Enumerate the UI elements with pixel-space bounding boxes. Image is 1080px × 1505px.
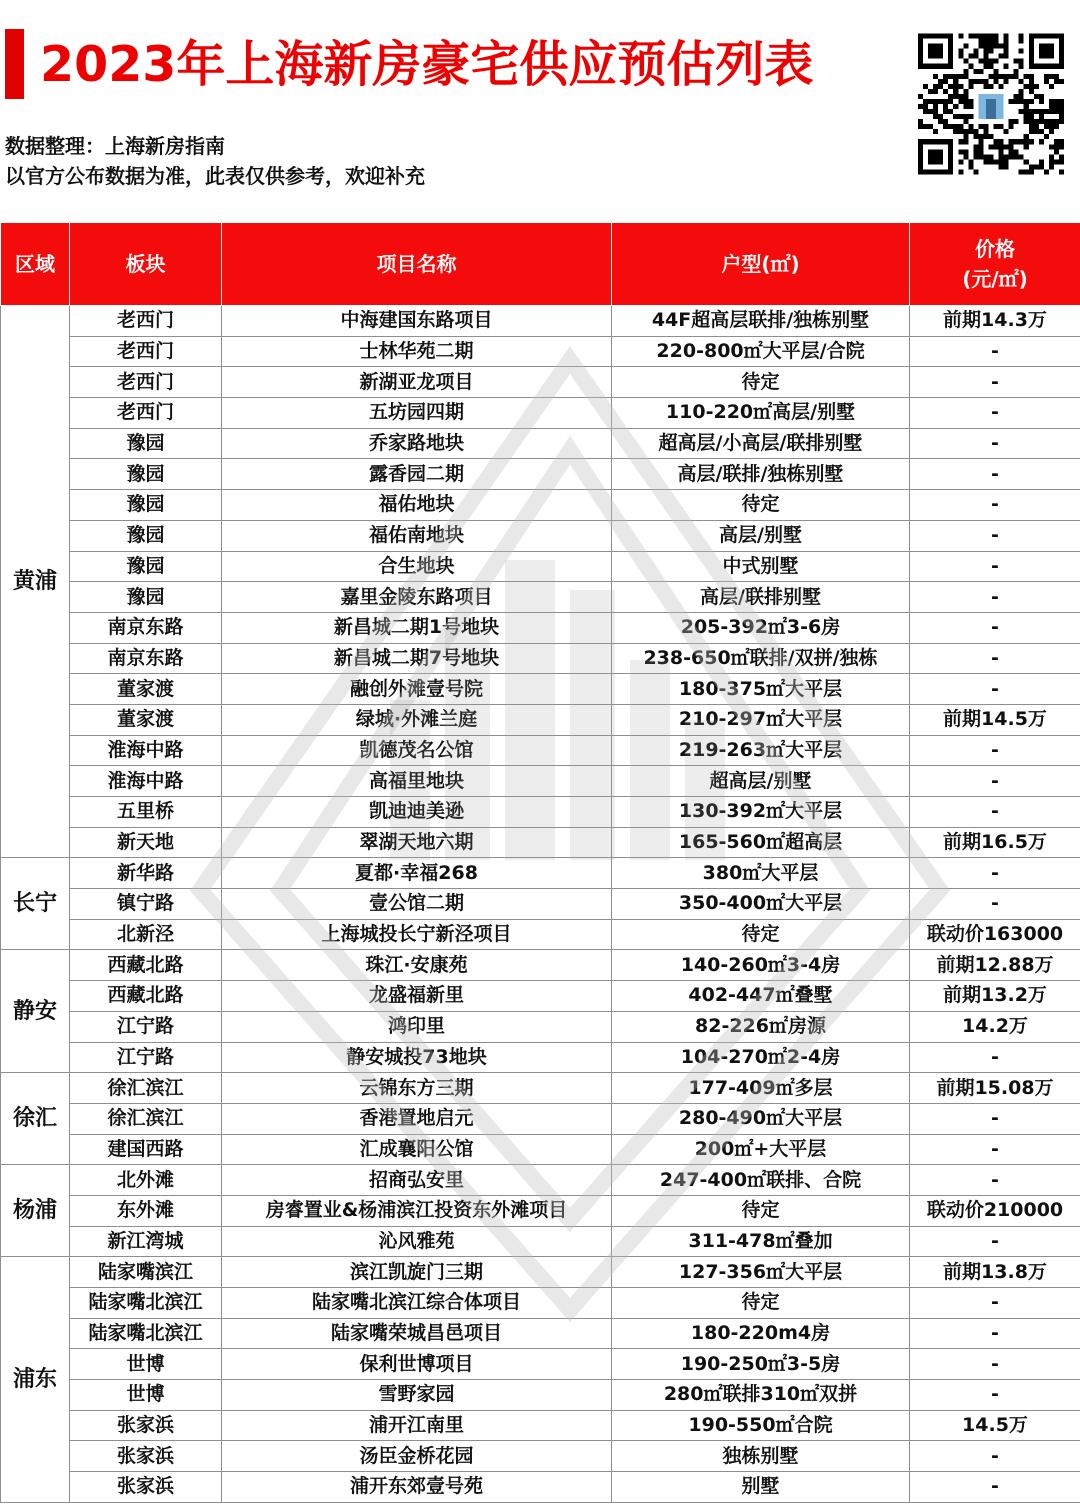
unit-type-cell: 中式别墅 xyxy=(612,551,910,582)
title-accent-bar xyxy=(5,29,24,99)
project-cell: 滨江凯旋门三期 xyxy=(222,1257,612,1288)
price-cell: - xyxy=(910,1380,1080,1411)
block-cell: 豫园 xyxy=(70,520,222,551)
table-row xyxy=(1,428,1080,459)
project-cell: 香港置地启元 xyxy=(222,1103,612,1134)
project-cell: 珠江·安康苑 xyxy=(222,950,612,981)
block-cell: 西藏北路 xyxy=(70,981,222,1012)
table-row xyxy=(1,459,1080,490)
project-cell: 夏都·幸福268 xyxy=(222,858,612,889)
col-header-district: 区域 xyxy=(1,223,70,306)
unit-type-cell: 190-550㎡合院 xyxy=(612,1410,910,1441)
unit-type-cell: 高层/别墅 xyxy=(612,520,910,551)
project-cell: 陆家嘴北滨江综合体项目 xyxy=(222,1288,612,1319)
block-cell: 豫园 xyxy=(70,459,222,490)
supply-table xyxy=(0,222,1080,1503)
table-row xyxy=(1,1073,1080,1104)
unit-type-cell: 280-490㎡大平层 xyxy=(612,1103,910,1134)
table-row xyxy=(1,336,1080,367)
block-cell: 西藏北路 xyxy=(70,950,222,981)
block-cell: 五里桥 xyxy=(70,797,222,828)
block-cell: 南京东路 xyxy=(70,612,222,643)
page-title: 2023年上海新房豪宅供应预估列表 xyxy=(40,36,814,93)
price-cell: 联动价210000 xyxy=(910,1195,1080,1226)
price-cell: - xyxy=(910,797,1080,828)
project-cell: 招商弘安里 xyxy=(222,1165,612,1196)
unit-type-cell: 311-478㎡叠加 xyxy=(612,1226,910,1257)
price-cell: - xyxy=(910,889,1080,920)
price-cell: - xyxy=(910,1472,1080,1503)
table-row xyxy=(1,1042,1080,1073)
price-cell: 前期16.5万 xyxy=(910,827,1080,858)
block-cell: 新天地 xyxy=(70,827,222,858)
unit-type-cell: 82-226㎡房源 xyxy=(612,1011,910,1042)
block-cell: 老西门 xyxy=(70,398,222,429)
unit-type-cell: 219-263㎡大平层 xyxy=(612,735,910,766)
project-cell: 中海建国东路项目 xyxy=(222,306,612,337)
data-source-line: 数据整理：上海新房指南 xyxy=(5,134,225,158)
unit-type-cell: 高层/联排别墅 xyxy=(612,582,910,613)
table-row xyxy=(1,582,1080,613)
block-cell: 北外滩 xyxy=(70,1165,222,1196)
block-cell: 陆家嘴北滨江 xyxy=(70,1318,222,1349)
project-cell: 福佑地块 xyxy=(222,490,612,521)
project-cell: 翠湖天地六期 xyxy=(222,827,612,858)
unit-type-cell: 130-392㎡大平层 xyxy=(612,797,910,828)
price-cell: - xyxy=(910,735,1080,766)
block-cell: 张家浜 xyxy=(70,1472,222,1503)
price-cell: 14.2万 xyxy=(910,1011,1080,1042)
unit-type-cell: 高层/联排/独栋别墅 xyxy=(612,459,910,490)
page-header xyxy=(0,0,1080,220)
price-cell: - xyxy=(910,582,1080,613)
project-cell: 鸿印里 xyxy=(222,1011,612,1042)
price-cell: 联动价163000 xyxy=(910,919,1080,950)
unit-type-cell: 247-400㎡联排、合院 xyxy=(612,1165,910,1196)
price-cell: - xyxy=(910,367,1080,398)
project-cell: 龙盛福新里 xyxy=(222,981,612,1012)
price-cell: - xyxy=(910,1042,1080,1073)
unit-type-cell: 待定 xyxy=(612,919,910,950)
table-row xyxy=(1,674,1080,705)
table-row xyxy=(1,1134,1080,1165)
table-row xyxy=(1,950,1080,981)
price-cell: - xyxy=(910,459,1080,490)
table-row xyxy=(1,919,1080,950)
project-cell: 房睿置业&杨浦滨江投资东外滩项目 xyxy=(222,1195,612,1226)
table-row xyxy=(1,520,1080,551)
project-cell: 沁风雅苑 xyxy=(222,1226,612,1257)
project-cell: 新昌城二期7号地块 xyxy=(222,643,612,674)
price-cell: 前期13.8万 xyxy=(910,1257,1080,1288)
unit-type-cell: 380㎡大平层 xyxy=(612,858,910,889)
unit-type-cell: 205-392㎡3-6房 xyxy=(612,612,910,643)
project-cell: 壹公馆二期 xyxy=(222,889,612,920)
col-header-price: 价格 (元/㎡) xyxy=(910,223,1080,306)
price-cell: - xyxy=(910,520,1080,551)
block-cell: 老西门 xyxy=(70,367,222,398)
project-cell: 汤臣金桥花园 xyxy=(222,1441,612,1472)
price-cell: - xyxy=(910,551,1080,582)
project-cell: 合生地块 xyxy=(222,551,612,582)
col-header-unit-type: 户型(㎡) xyxy=(612,223,910,306)
price-cell: - xyxy=(910,428,1080,459)
price-cell: - xyxy=(910,1349,1080,1380)
unit-type-cell: 127-356㎡大平层 xyxy=(612,1257,910,1288)
project-cell: 雪野家园 xyxy=(222,1380,612,1411)
project-cell: 嘉里金陵东路项目 xyxy=(222,582,612,613)
unit-type-cell: 220-800㎡大平层/合院 xyxy=(612,336,910,367)
price-cell: - xyxy=(910,1165,1080,1196)
price-cell: 前期15.08万 xyxy=(910,1073,1080,1104)
project-cell: 福佑南地块 xyxy=(222,520,612,551)
table-row xyxy=(1,1318,1080,1349)
project-cell: 保利世博项目 xyxy=(222,1349,612,1380)
price-cell: - xyxy=(910,643,1080,674)
block-cell: 豫园 xyxy=(70,428,222,459)
block-cell: 南京东路 xyxy=(70,643,222,674)
block-cell: 北新泾 xyxy=(70,919,222,950)
block-cell: 江宁路 xyxy=(70,1042,222,1073)
district-cell: 黄浦 xyxy=(1,306,70,858)
project-cell: 浦开江南里 xyxy=(222,1410,612,1441)
table-row xyxy=(1,889,1080,920)
unit-type-cell: 238-650㎡联排/双拼/独栋 xyxy=(612,643,910,674)
price-cell: - xyxy=(910,858,1080,889)
table-row xyxy=(1,1195,1080,1226)
project-cell: 凯迪迪美逊 xyxy=(222,797,612,828)
price-cell: - xyxy=(910,490,1080,521)
price-cell: - xyxy=(910,336,1080,367)
unit-type-cell: 177-409㎡多层 xyxy=(612,1073,910,1104)
block-cell: 陆家嘴滨江 xyxy=(70,1257,222,1288)
table-row xyxy=(1,551,1080,582)
project-cell: 上海城投长宁新泾项目 xyxy=(222,919,612,950)
table-row xyxy=(1,704,1080,735)
table-row xyxy=(1,1410,1080,1441)
table-row xyxy=(1,797,1080,828)
price-cell: - xyxy=(910,612,1080,643)
table-row xyxy=(1,1165,1080,1196)
block-cell: 豫园 xyxy=(70,582,222,613)
disclaimer-line: 以官方公布数据为准，此表仅供参考，欢迎补充 xyxy=(5,164,425,188)
table-row xyxy=(1,1103,1080,1134)
table-row xyxy=(1,1226,1080,1257)
block-cell: 淮海中路 xyxy=(70,735,222,766)
table-row xyxy=(1,1380,1080,1411)
unit-type-cell: 待定 xyxy=(612,367,910,398)
block-cell: 建国西路 xyxy=(70,1134,222,1165)
block-cell: 老西门 xyxy=(70,306,222,337)
project-cell: 云锦东方三期 xyxy=(222,1073,612,1104)
unit-type-cell: 200㎡+大平层 xyxy=(612,1134,910,1165)
price-cell: - xyxy=(910,1441,1080,1472)
table-row xyxy=(1,612,1080,643)
block-cell: 新江湾城 xyxy=(70,1226,222,1257)
price-cell: 前期14.5万 xyxy=(910,704,1080,735)
table-row xyxy=(1,981,1080,1012)
unit-type-cell: 待定 xyxy=(612,490,910,521)
unit-type-cell: 待定 xyxy=(612,1288,910,1319)
price-cell: - xyxy=(910,1226,1080,1257)
qr-code-icon xyxy=(918,33,1064,175)
unit-type-cell: 别墅 xyxy=(612,1472,910,1503)
price-cell: - xyxy=(910,398,1080,429)
project-cell: 融创外滩壹号院 xyxy=(222,674,612,705)
district-cell: 长宁 xyxy=(1,858,70,950)
unit-type-cell: 104-270㎡2-4房 xyxy=(612,1042,910,1073)
block-cell: 董家渡 xyxy=(70,704,222,735)
table-row xyxy=(1,827,1080,858)
block-cell: 徐汇滨江 xyxy=(70,1073,222,1104)
table-row xyxy=(1,1441,1080,1472)
col-header-project: 项目名称 xyxy=(222,223,612,306)
table-row xyxy=(1,735,1080,766)
unit-type-cell: 280㎡联排310㎡双拼 xyxy=(612,1380,910,1411)
unit-type-cell: 180-375㎡大平层 xyxy=(612,674,910,705)
price-cell: - xyxy=(910,1288,1080,1319)
block-cell: 新华路 xyxy=(70,858,222,889)
table-row xyxy=(1,858,1080,889)
project-cell: 新昌城二期1号地块 xyxy=(222,612,612,643)
table-row xyxy=(1,1472,1080,1503)
block-cell: 董家渡 xyxy=(70,674,222,705)
block-cell: 陆家嘴北滨江 xyxy=(70,1288,222,1319)
unit-type-cell: 402-447㎡叠墅 xyxy=(612,981,910,1012)
price-cell: - xyxy=(910,1318,1080,1349)
price-cell: - xyxy=(910,766,1080,797)
district-cell: 杨浦 xyxy=(1,1165,70,1257)
price-cell: 前期14.3万 xyxy=(910,306,1080,337)
unit-type-cell: 44F超高层联排/独栋别墅 xyxy=(612,306,910,337)
price-cell: 前期13.2万 xyxy=(910,981,1080,1012)
block-cell: 豫园 xyxy=(70,551,222,582)
district-cell: 徐汇 xyxy=(1,1073,70,1165)
block-cell: 老西门 xyxy=(70,336,222,367)
table-row xyxy=(1,490,1080,521)
price-cell: - xyxy=(910,1103,1080,1134)
unit-type-cell: 110-220㎡高层/别墅 xyxy=(612,398,910,429)
project-cell: 凯德茂名公馆 xyxy=(222,735,612,766)
unit-type-cell: 190-250㎡3-5房 xyxy=(612,1349,910,1380)
unit-type-cell: 超高层/小高层/联排别墅 xyxy=(612,428,910,459)
block-cell: 张家浜 xyxy=(70,1441,222,1472)
price-cell: 14.5万 xyxy=(910,1410,1080,1441)
block-cell: 镇宁路 xyxy=(70,889,222,920)
district-cell: 静安 xyxy=(1,950,70,1073)
table-row xyxy=(1,367,1080,398)
unit-type-cell: 待定 xyxy=(612,1195,910,1226)
project-cell: 新湖亚龙项目 xyxy=(222,367,612,398)
block-cell: 淮海中路 xyxy=(70,766,222,797)
project-cell: 高福里地块 xyxy=(222,766,612,797)
unit-type-cell: 超高层/别墅 xyxy=(612,766,910,797)
district-cell: 浦东 xyxy=(1,1257,70,1503)
block-cell: 世博 xyxy=(70,1380,222,1411)
project-cell: 士林华苑二期 xyxy=(222,336,612,367)
project-cell: 静安城投73地块 xyxy=(222,1042,612,1073)
project-cell: 陆家嘴荣城昌邑项目 xyxy=(222,1318,612,1349)
price-cell: 前期12.88万 xyxy=(910,950,1080,981)
project-cell: 乔家路地块 xyxy=(222,428,612,459)
project-cell: 绿城·外滩兰庭 xyxy=(222,704,612,735)
price-cell: - xyxy=(910,1134,1080,1165)
table-row xyxy=(1,1257,1080,1288)
unit-type-cell: 独栋别墅 xyxy=(612,1441,910,1472)
table-header-row xyxy=(1,223,1080,306)
table-row xyxy=(1,1349,1080,1380)
block-cell: 豫园 xyxy=(70,490,222,521)
table-row xyxy=(1,766,1080,797)
table-row xyxy=(1,398,1080,429)
unit-type-cell: 210-297㎡大平层 xyxy=(612,704,910,735)
table-row xyxy=(1,306,1080,337)
block-cell: 张家浜 xyxy=(70,1410,222,1441)
table-row xyxy=(1,1288,1080,1319)
table-row xyxy=(1,1011,1080,1042)
block-cell: 世博 xyxy=(70,1349,222,1380)
unit-type-cell: 350-400㎡大平层 xyxy=(612,889,910,920)
block-cell: 徐汇滨江 xyxy=(70,1103,222,1134)
table-row xyxy=(1,643,1080,674)
project-cell: 五坊园四期 xyxy=(222,398,612,429)
project-cell: 露香园二期 xyxy=(222,459,612,490)
block-cell: 东外滩 xyxy=(70,1195,222,1226)
price-cell: - xyxy=(910,674,1080,705)
unit-type-cell: 165-560㎡超高层 xyxy=(612,827,910,858)
unit-type-cell: 180-220m4房 xyxy=(612,1318,910,1349)
col-header-block: 板块 xyxy=(70,223,222,306)
project-cell: 浦开东郊壹号苑 xyxy=(222,1472,612,1503)
project-cell: 汇成襄阳公馆 xyxy=(222,1134,612,1165)
block-cell: 江宁路 xyxy=(70,1011,222,1042)
unit-type-cell: 140-260㎡3-4房 xyxy=(612,950,910,981)
